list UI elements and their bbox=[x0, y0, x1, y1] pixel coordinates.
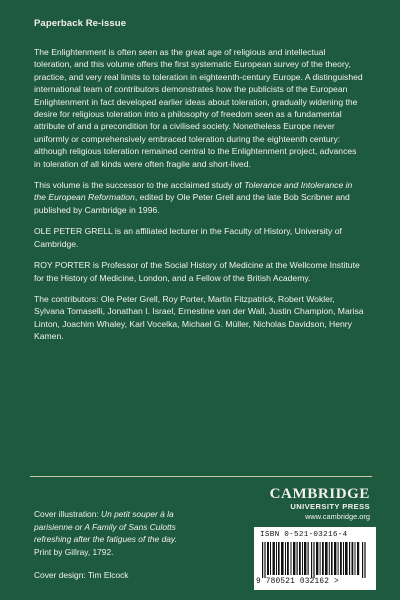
cover-design-credit: Cover design: Tim Elcock bbox=[34, 570, 129, 580]
contributors-list: The contributors: Ole Peter Grell, Roy Porter, Martin Fitzpatrick, Robert Wokler, Sylvana Tomaselli, Jonathan I. Israel, Ernestine van der Wall, Justin Champion, Marisa Linton, Joachim Whaley, Karl Vocelka, Michael G. Müller, Nicholas Davidson, Henry Kamen. bbox=[34, 293, 364, 342]
blurb-paragraph-summary: The Enlightenment is often seen as the great age of religious and intellectual toleration, and this volume offers the first systematic European survey of the theory, practice, and very real limits to toleration in eighteenth-century Europe. A distinguished international team of contributors demonstrates how the publicists of the European Enlightenment in fact developed earlier ideas about toleration, gradually widening the desire for religious toleration into a philosophy of freedom seen as a fundamental attribute of and a precondition for a civilised society. Nonetheless Europe never uniformly or comprehensively embraced toleration during the eighteenth century: although religious toleration remained central to the Enlightenment project, advances in toleration of all kinds were often fragile and short-lived. bbox=[34, 47, 363, 169]
predecessor-text-start: This volume is the successor to the acclaimed study of bbox=[34, 180, 245, 191]
editor-bio-porter: ROY PORTER is Professor of the Social History of Medicine at the Wellcome Institute for the History of Medicine, London, and a Fellow of the British Academy. bbox=[34, 260, 360, 283]
barcode-panel bbox=[254, 527, 376, 590]
isbn-label: ISBN 0-521-03216-4 bbox=[260, 531, 348, 539]
blurb-text bbox=[34, 46, 364, 352]
cover-illustration-credit bbox=[34, 508, 214, 558]
barcode-icon bbox=[262, 542, 368, 578]
publisher-name: CAMBRIDGE bbox=[269, 486, 370, 502]
barcode-digits: 9 780521 032162 > bbox=[256, 578, 339, 586]
predecessor-book-title: Tolerance and Intolerance in the European Reformation bbox=[34, 180, 353, 203]
predecessor-text-end: , edited by Ole Peter Grell and the late Bob Scribner and published by Cambridge in 1996. bbox=[34, 192, 350, 215]
divider-line bbox=[30, 476, 372, 477]
cover-illustration-label: Cover illustration: bbox=[34, 509, 102, 519]
reissue-heading: Paperback Re-issue bbox=[34, 18, 127, 29]
publisher-url: www.cambridge.org bbox=[305, 512, 370, 521]
editor-bio-grell: OLE PETER GRELL is an affiliated lecturer in the Faculty of History, University of Cambridge. bbox=[34, 226, 342, 249]
publisher-logo bbox=[258, 486, 370, 522]
cover-illustration-title: Un petit souper à la parisienne or A Family of Sans Culotts refreshing after the fatigues of the day. bbox=[34, 509, 177, 545]
publisher-press: UNIVERSITY PRESS bbox=[290, 502, 370, 511]
cover-illustration-print: Print by Gillray, 1792. bbox=[34, 546, 114, 557]
blurb-paragraph-predecessor bbox=[34, 179, 364, 216]
